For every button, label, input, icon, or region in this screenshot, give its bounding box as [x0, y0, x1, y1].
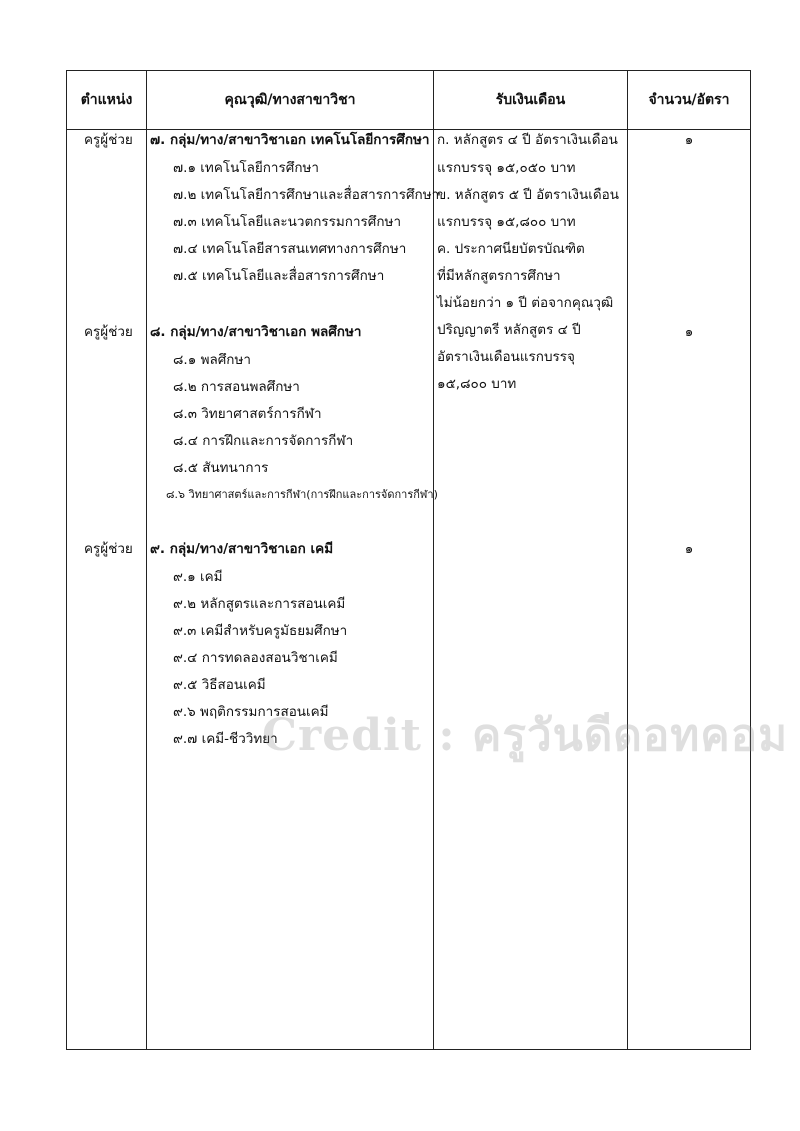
- sub-major-item: ๘.๕ สันทนาการ: [173, 460, 269, 476]
- credit-watermark: Credit : ครูวันดีดอทคอม: [262, 710, 789, 761]
- sub-major-item: ๗.๔ เทคโนโลยีสารสนเทศทางการศึกษา: [173, 241, 407, 257]
- header-position: ตำแหน่ง: [80, 92, 133, 108]
- header-divider: [67, 129, 750, 130]
- sub-major-item: ๘.๓ วิทยาศาสตร์การกีฬา: [173, 406, 322, 422]
- sub-major-item: ๙.๖ พฤติกรรมการสอนเคมี: [173, 704, 329, 720]
- sub-major-item: ๗.๑ เทคโนโลยีการศึกษา: [173, 160, 319, 176]
- sub-major-item: ๗.๓ เทคโนโลยีและนวตกรรมการศึกษา: [173, 214, 402, 230]
- sub-major-item: ๙.๗ เคมี-ชีววิทยา: [173, 731, 278, 747]
- position-cell: ครูผู้ช่วย: [84, 132, 133, 148]
- group-title: ๗. กลุ่ม/ทาง/สาขาวิชาเอก เทคโนโลยีการศึกษา: [150, 132, 430, 148]
- sub-major-item: ๗.๒ เทคโนโลยีการศึกษาและสื่อสารการศึกษา: [173, 187, 440, 203]
- position-cell: ครูผู้ช่วย: [84, 541, 133, 557]
- header-qualification: คุณวุฒิ/ทางสาขาวิชา: [224, 92, 356, 108]
- sub-major-item: ๙.๓ เคมีสำหรับครูมัธยมศึกษา: [173, 623, 348, 639]
- column-divider: [433, 71, 434, 1049]
- salary-line: ค. ประกาศนียบัตรบัณฑิต: [437, 241, 585, 257]
- sub-major-item: ๙.๒ หลักสูตรและการสอนเคมี: [173, 596, 346, 612]
- group-title: ๘. กลุ่ม/ทาง/สาขาวิชาเอก พลศึกษา: [150, 324, 362, 340]
- salary-line: ก. หลักสูตร ๔ ปี อัตราเงินเดือน: [437, 132, 618, 148]
- column-divider: [146, 71, 147, 1049]
- quota-count: ๑: [684, 324, 694, 340]
- position-cell: ครูผู้ช่วย: [84, 324, 133, 340]
- salary-line: ที่มีหลักสูตรการศึกษา: [437, 268, 561, 284]
- quota-count: ๑: [684, 541, 694, 557]
- salary-line: ๑๕,๘๐๐ บาท: [437, 376, 517, 392]
- sub-major-item: ๗.๕ เทคโนโลยีและสื่อสารการศึกษา: [173, 268, 385, 284]
- quota-count: ๑: [684, 132, 694, 148]
- salary-line: แรกบรรจุ ๑๕,๐๕๐ บาท: [437, 160, 576, 176]
- qualification-table: [66, 70, 751, 1050]
- sub-major-item: ๙.๔ การทดลองสอนวิชาเคมี: [173, 650, 338, 666]
- salary-line: แรกบรรจุ ๑๕,๘๐๐ บาท: [437, 214, 576, 230]
- sub-major-item: ๘.๑ พลศึกษา: [173, 352, 251, 368]
- group-title: ๙. กลุ่ม/ทาง/สาขาวิชาเอก เคมี: [150, 541, 334, 557]
- salary-line: ข. หลักสูตร ๕ ปี อัตราเงินเดือน: [437, 187, 619, 203]
- sub-major-item: ๘.๒ การสอนพลศึกษา: [173, 379, 300, 395]
- salary-line: ปริญญาตรี หลักสูตร ๔ ปี: [437, 322, 581, 338]
- sub-major-item: ๘.๔ การฝึกและการจัดการกีฬา: [173, 433, 354, 449]
- sub-major-item: ๘.๖ วิทยาศาสตร์และการกีฬา(การฝึกและการจัดการกีฬา): [166, 488, 438, 501]
- header-salary: รับเงินเดือน: [495, 92, 566, 108]
- column-divider: [627, 71, 628, 1049]
- salary-line: อัตราเงินเดือนแรกบรรจุ: [437, 349, 575, 365]
- header-quota: จำนวน/อัตรา: [648, 92, 730, 108]
- salary-line: ไม่น้อยกว่า ๑ ปี ต่อจากคุณวุฒิ: [437, 295, 614, 311]
- sub-major-item: ๙.๕ วิธีสอนเคมี: [173, 677, 266, 693]
- sub-major-item: ๙.๑ เคมี: [173, 569, 223, 585]
